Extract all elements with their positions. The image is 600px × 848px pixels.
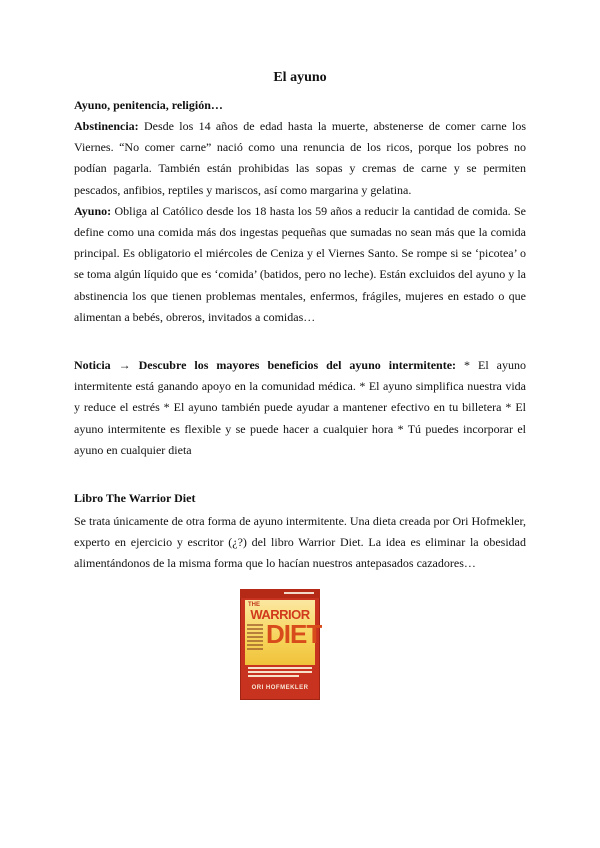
section-subtitle: Ayuno, penitencia, religión… <box>74 98 223 112</box>
ayuno-label: Ayuno: <box>74 203 112 218</box>
noticia-label: Noticia → Descubre los mayores beneficios del ayuno intermitente: <box>74 358 457 373</box>
ayuno-text: Obliga al Católico desde los 18 hasta los 59 años a reducir la cantidad de comida. Se define como una comida más dos ingestas pequeñas que sumadas no sean más que la comida principal. Es obligatorio el miércoles de Ceniza y el Viernes Santo. Se rompe si se ‘picotea’ o se toma algún líquido que es ‘comida’ (batidos, pero no leche). Están excluidos del ayuno y la abstinencia los que tienen problemas mentales, enfermos, frágiles, mujeres en estado o que alimentan a bebés, obreros, invitados a comidas… <box>74 203 526 324</box>
cover-top-line <box>284 592 314 594</box>
warrior-diet-cover <box>240 589 320 700</box>
spacer <box>74 461 526 482</box>
cover-blurb-lines <box>247 624 263 652</box>
paragraph-ayuno <box>74 201 526 328</box>
paragraph-abstinencia <box>74 116 526 201</box>
spacer <box>74 328 526 349</box>
noticia-text: * El ayuno intermitente está ganando apoyo en la comunidad médica. * El ayuno simplifica nuestra vida y reduce el estrés * El ayuno también puede ayudar a mantener efectivo en tu billetera * El ayuno intermitente es flexible y se puede hacer a cualquier hora * Tú puedes incorporar el ayuno en cualquier dieta <box>74 358 526 457</box>
libro-heading: Libro The Warrior Diet <box>74 491 196 506</box>
paragraph-noticia <box>74 355 526 461</box>
document-page <box>74 68 526 575</box>
abstinencia-text: Desde los 14 años de edad hasta la muerte, abstenerse de comer carne los Viernes. “No comer carne” nació como una renuncia de los ricos, porque los pobres no podían pagarla. También están prohibidas las sopas y cremas de carne y se permiten pescados, anfibios, reptiles y mariscos, así como margarina y gelatina. <box>74 119 526 197</box>
abstinencia-label: Abstinencia: <box>74 119 139 133</box>
paragraph-libro: Se trata únicamente de otra forma de ayuno intermitente. Una dieta creada por Ori Hofmekler, experto en ejercicio y escritor (¿?) del libro Warrior Diet. La idea es eliminar la obesidad alimentándonos de la misma forma que lo hacían nuestros antepasados cazadores… <box>74 514 526 571</box>
cover-diet-text: DIET <box>266 619 322 649</box>
page-title: El ayuno <box>273 70 327 85</box>
cover-warrior-text: WARRIOR <box>250 607 310 622</box>
book-cover-image <box>240 589 320 700</box>
cover-author-text: ORI HOFMEKLER <box>251 685 309 691</box>
cover-the-text: THE <box>248 602 260 608</box>
cover-tagline-lines <box>248 667 312 679</box>
